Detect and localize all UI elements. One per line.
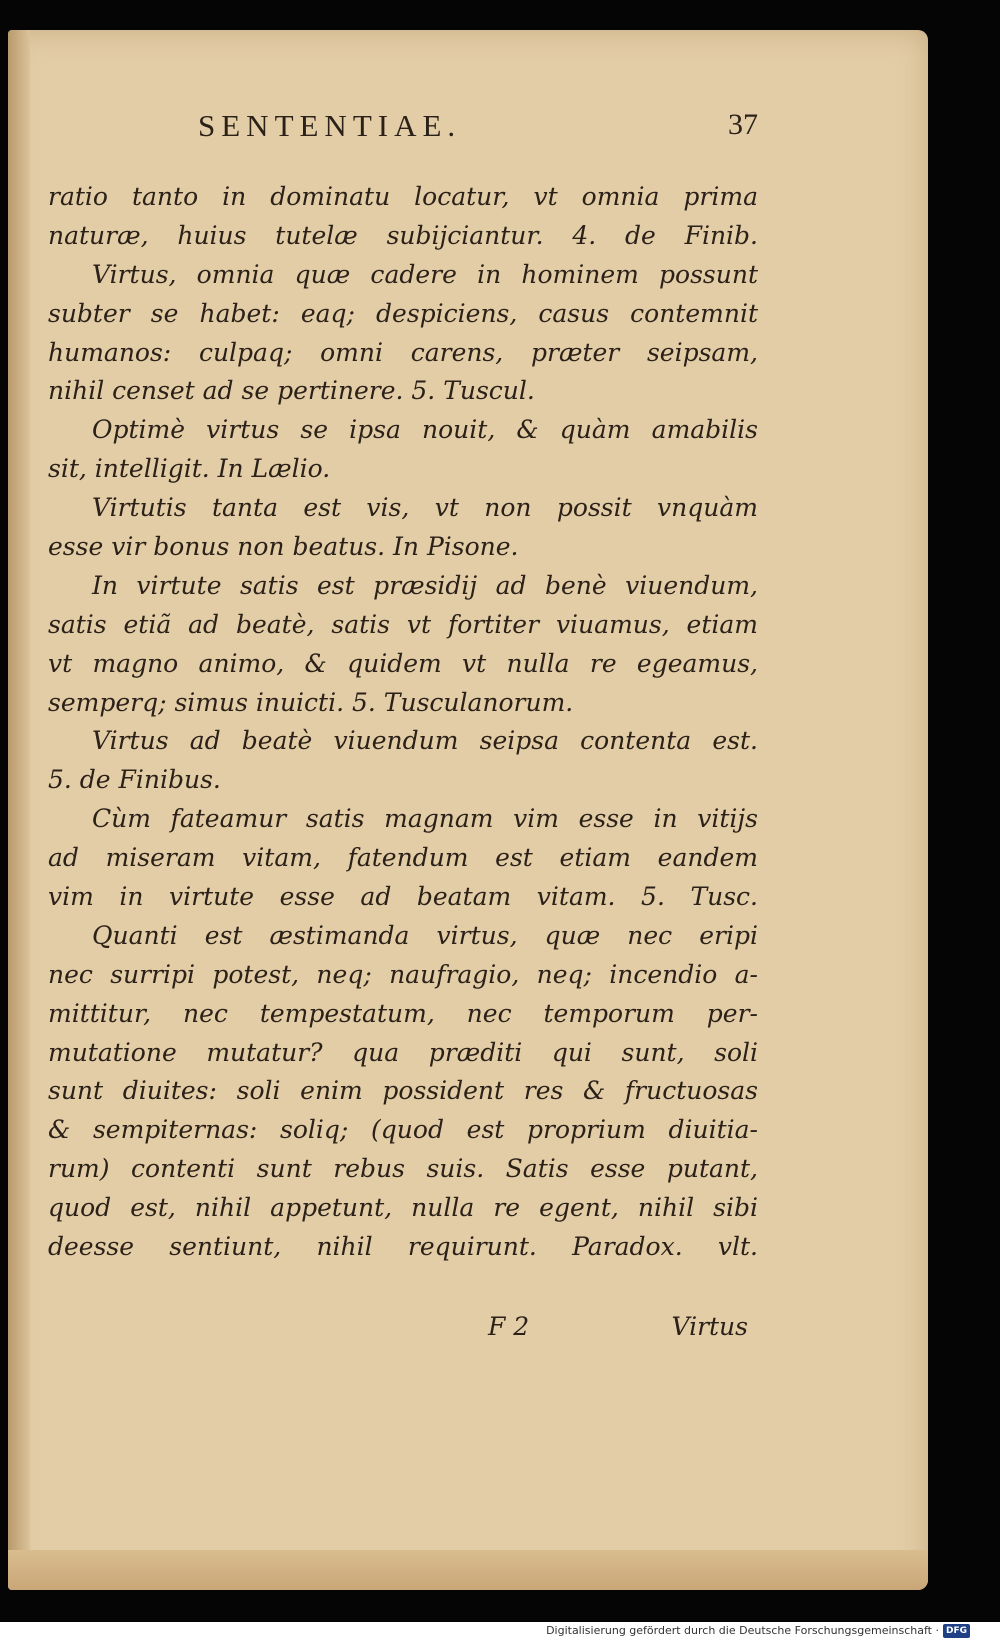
book-page bbox=[8, 30, 928, 1590]
text-line: ratio tanto in dominatu locatur, vt omnia prima bbox=[48, 182, 758, 211]
page-footer bbox=[488, 1312, 748, 1352]
text-line: & sempiternas: soliq; (quod est proprium diuitia- bbox=[48, 1115, 758, 1145]
text-line: quod est, nihil appetunt, nulla re egent, nihil sibi bbox=[48, 1193, 758, 1223]
text-line: humanos: culpaq; omni carens, præter seipsam, bbox=[48, 337, 758, 367]
text-line: Cùm fateamur satis magnam vim esse in vitijs bbox=[92, 804, 758, 834]
text-line: Virtus ad beatè viuendum seipsa contenta est. bbox=[92, 726, 758, 756]
text-line: vt magno animo, & quidem vt nulla re egeamus, bbox=[48, 648, 758, 678]
catchword: Virtus bbox=[671, 1312, 748, 1341]
text-line: rum) contenti sunt rebus suis. Satis esse putant, bbox=[48, 1154, 758, 1184]
text-line: vim in virtute esse ad beatam vitam. 5. Tusc. bbox=[48, 882, 758, 912]
page-number: 37 bbox=[728, 108, 758, 141]
dfg-logo: DFG bbox=[943, 1624, 970, 1638]
text-line: mittitur, nec tempestatum, nec temporum per- bbox=[48, 998, 758, 1028]
text-line: esse vir bonus non beatus. In Pisone. bbox=[48, 532, 519, 562]
text-line: naturæ, huius tutelæ subijciantur. 4. de Finib. bbox=[48, 220, 758, 250]
running-head bbox=[198, 108, 758, 158]
text-line: Virtus, omnia quæ cadere in hominem possunt bbox=[92, 259, 758, 289]
text-line: Optimè virtus se ipsa nouit, & quàm amabilis bbox=[92, 415, 758, 445]
text-line: Quanti est æstimanda virtus, quæ nec eripi bbox=[92, 920, 758, 950]
text-line: 5. de Finibus. bbox=[48, 765, 221, 795]
text-line: sit, intelligit. In Lælio. bbox=[48, 454, 331, 484]
credit-text: Digitalisierung gefördert durch die Deutsche Forschungsgemeinschaft · bbox=[546, 1624, 939, 1637]
page-bottom-edge bbox=[8, 1550, 928, 1590]
text-line: deesse sentiunt, nihil requirunt. Paradox. vlt. bbox=[48, 1232, 758, 1262]
text-line: sunt diuites: soli enim possident res & fructuosas bbox=[48, 1076, 758, 1106]
text-line: semperq; simus inuicti. 5. Tusculanorum. bbox=[48, 687, 574, 717]
page-gutter-edge bbox=[8, 30, 30, 1590]
body-text bbox=[48, 178, 758, 1267]
signature-mark: F 2 bbox=[488, 1312, 530, 1341]
running-title: SENTENTIAE. bbox=[198, 108, 462, 143]
text-line: Virtutis tanta est vis, vt non possit vnquàm bbox=[92, 493, 758, 523]
text-line: mutatione mutatur? qua præditi qui sunt, soli bbox=[48, 1037, 758, 1067]
text-line: subter se habet: eaq; despiciens, casus contemnit bbox=[48, 298, 758, 328]
text-line: satis etiã ad beatè, satis vt fortiter viuamus, etiam bbox=[48, 609, 758, 639]
digitization-credit bbox=[546, 1622, 970, 1640]
text-line: In virtute satis est præsidij ad benè viuendum, bbox=[92, 570, 758, 600]
text-line: ad miseram vitam, fatendum est etiam eandem bbox=[48, 843, 758, 873]
text-line: nihil censet ad se pertinere. 5. Tuscul. bbox=[48, 376, 535, 406]
text-line: nec surripi potest, neq; naufragio, neq; incendio a- bbox=[48, 959, 758, 989]
